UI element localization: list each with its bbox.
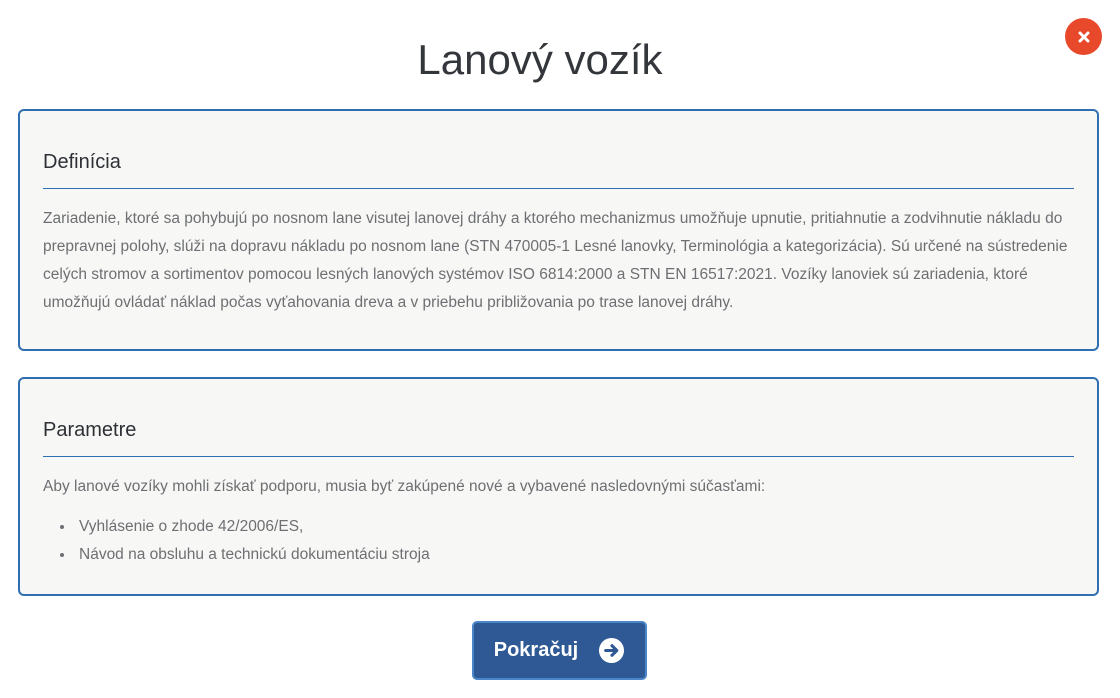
page-title: Lanový vozík: [417, 36, 663, 83]
arrow-right-circle-icon: [598, 637, 625, 664]
continue-label: Pokračuj: [493, 639, 579, 661]
definition-card: [18, 109, 1099, 351]
parameters-card: [18, 377, 1099, 596]
definition-heading: Definícia: [43, 111, 1074, 189]
parameters-heading: Parametre: [43, 379, 1074, 457]
definition-text: Zariadenie, ktoré sa pohybujú po nosnom lane visutej lanovej dráhy a ktorého mechanizmus umožňuje upnutie, pritiahnutie a zodvihnutie nákladu do prepravnej polohy, slúži na dopravu nákladu po nosnom lane (STN 470005-1 Lesné lanovky, Terminológia a kategorizácia). Sú určené na sústredenie celých stromov a sortimentov pomocou lesných lanových systémov ISO 6814:2000 a STN EN 16517:2021. Vozíky lanoviek sú zariadenia, ktoré umožňujú ovládať náklad počas vyťahovania dreva a v priebehu približovania po trase lanovej dráhy.: [43, 210, 1068, 311]
parameters-list: [43, 513, 1074, 569]
continue-button[interactable]: [472, 621, 647, 680]
parameters-intro: Aby lanové vozíky mohli získať podporu, musia byť zakúpené nové a vybavené nasledovnými súčasťami:: [43, 478, 766, 495]
list-item: • Vyhlásenie o zhode 42/2006/ES,: [75, 513, 1074, 541]
list-item: • Návod na obsluhu a technickú dokumentáciu stroja: [75, 541, 1074, 569]
